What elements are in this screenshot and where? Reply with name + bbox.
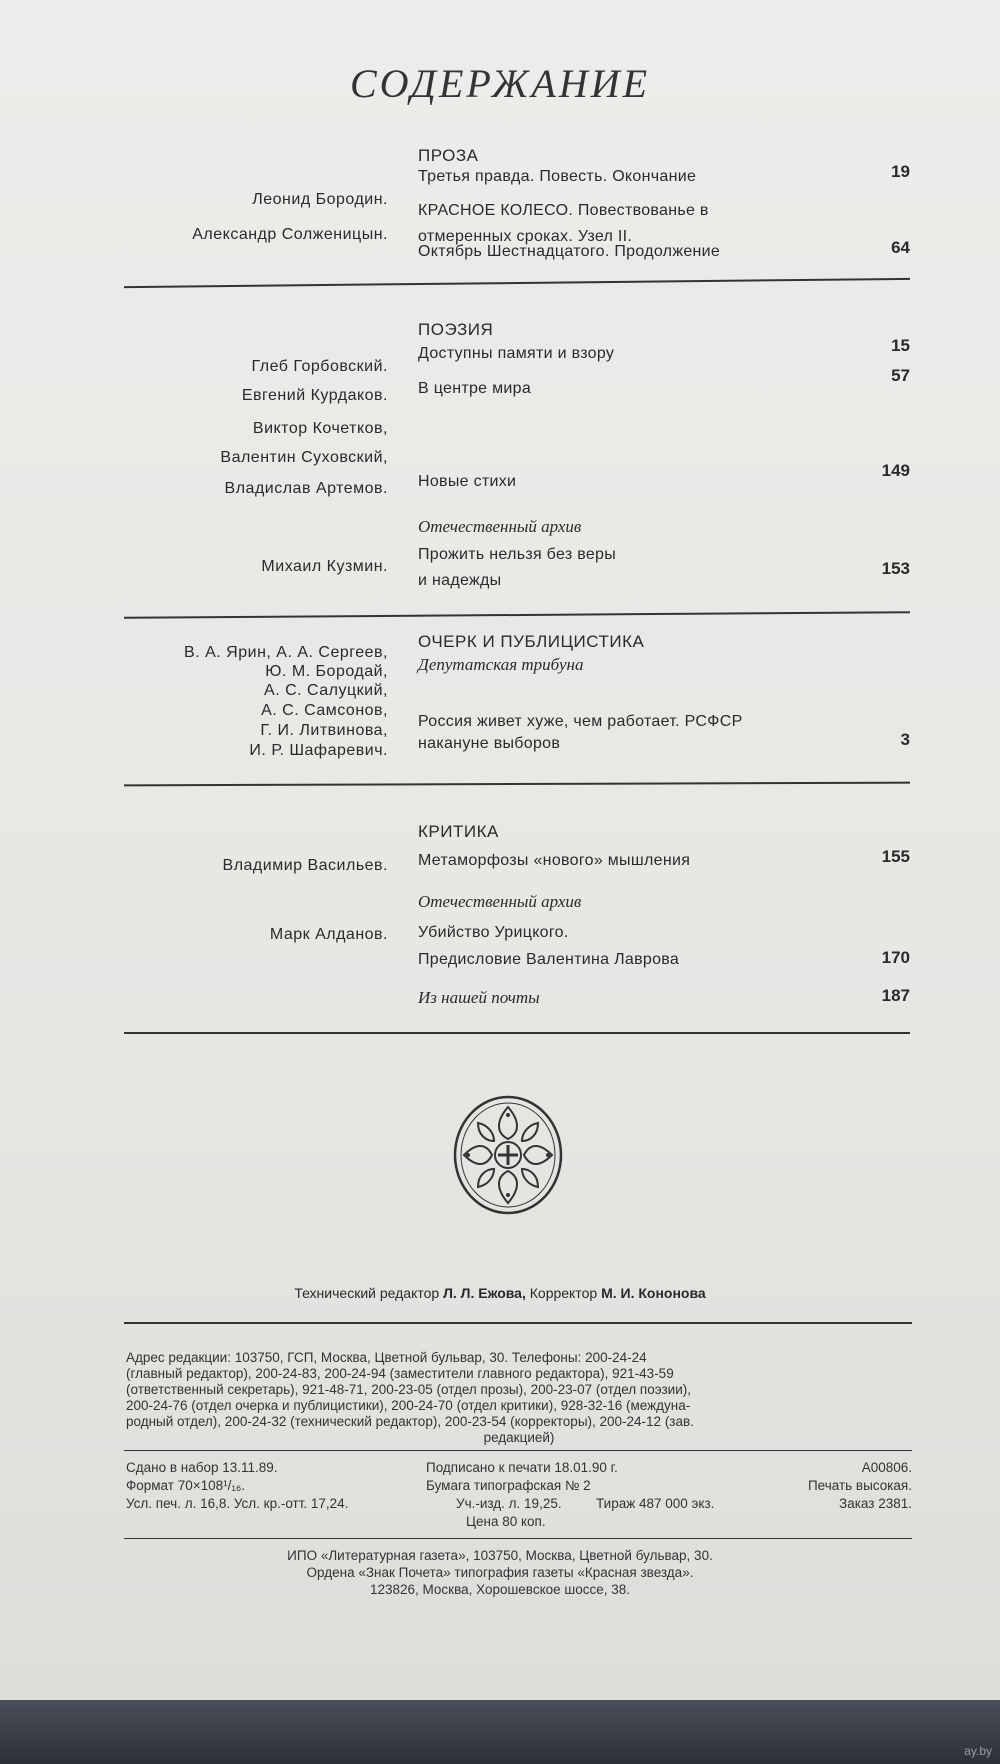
toc-author: Глеб Горбовский. <box>251 358 388 375</box>
signed-date: Подписано к печати 18.01.90 г. <box>426 1460 618 1475</box>
print-run: Тираж 487 000 экз. <box>596 1496 715 1511</box>
toc-author: В. А. Ярин, А. А. Сергеев, <box>184 644 388 661</box>
rubric-subheading: Депутатская трибуна <box>418 655 584 674</box>
printer-line: Ордена «Знак Почета» типография газеты «Красная звезда». <box>306 1565 694 1580</box>
archive-subheading: Отечественный архив <box>418 517 582 536</box>
section-heading-poeziya: ПОЭЗИЯ <box>418 320 494 339</box>
toc-author: Владимир Васильев. <box>222 857 388 874</box>
imprint-divider <box>124 1538 912 1539</box>
toc-work-title: Третья правда. Повесть. Окончание <box>418 168 697 185</box>
ornamental-emblem-icon <box>452 1093 564 1217</box>
toc-author: А. С. Самсонов, <box>261 702 388 719</box>
address-line: (ответственный секретарь), 921-48-71, 200-23-05 (отдел прозы), 200-23-07 (отдел поэзии), <box>126 1382 691 1397</box>
print-details-row <box>126 1514 912 1532</box>
section-heading-ocherk: ОЧЕРК И ПУБЛИЦИСТИКА <box>418 632 645 651</box>
archive-subheading: Отечественный архив <box>418 892 582 911</box>
toc-page-number: 15 <box>891 336 910 355</box>
toc-work-title: отмеренных сроках. Узел II. <box>418 228 633 245</box>
corrector-name: М. И. Кононова <box>601 1285 706 1301</box>
section-heading-kritika: КРИТИКА <box>418 822 499 841</box>
toc-page-number: 149 <box>881 461 910 480</box>
print-details-row <box>126 1460 912 1478</box>
mail-section-label: Из нашей почты <box>418 988 540 1007</box>
background-surface <box>0 1700 1000 1764</box>
toc-author: А. С. Салуцкий, <box>264 682 388 699</box>
page-title: СОДЕРЖАНИЕ <box>349 61 651 106</box>
tech-editor-name: Л. Л. Ежова, <box>443 1285 526 1301</box>
toc-work-title: Предисловие Валентина Лаврова <box>418 951 680 968</box>
publisher-line: ИПО «Литературная газета», 103750, Москва, Цветной бульвар, 30. <box>287 1548 713 1563</box>
address-line: 200-24-76 (отдел очерка и публицистики), 200-24-70 (отдел критики), 928-32-16 (междуна- <box>126 1398 691 1413</box>
toc-work-title: и надежды <box>418 572 502 589</box>
toc-author: Александр Солженицын. <box>192 226 388 243</box>
toc-author: Михаил Кузмин. <box>261 558 388 575</box>
toc-author: Ю. М. Бородай, <box>265 663 388 680</box>
toc-page-number: 187 <box>881 986 910 1005</box>
toc-page-number: 155 <box>881 847 910 866</box>
toc-work-title: Прожить нельзя без веры <box>418 546 617 563</box>
publishing-sheets: Уч.-изд. л. 19,25. <box>456 1496 562 1511</box>
toc-author: Валентин Суховский, <box>220 449 388 466</box>
toc-author: И. Р. Шафаревич. <box>249 742 388 759</box>
toc-author: Леонид Бородин. <box>252 191 388 208</box>
order-number: Заказ 2381. <box>839 1496 912 1511</box>
toc-author: Г. И. Литвинова, <box>260 722 388 739</box>
imprint-divider <box>124 1322 912 1324</box>
address-line: (главный редактор), 200-24-83, 200-24-94 (заместители главного редактора), 921-43-59 <box>126 1366 674 1381</box>
toc-page-number: 57 <box>891 366 910 385</box>
watermark: ay.by <box>964 1744 992 1758</box>
address-line: Адрес редакции: 103750, ГСП, Москва, Цветной бульвар, 30. Телефоны: 200-24-24 <box>126 1350 647 1365</box>
toc-author: Марк Алданов. <box>269 926 388 943</box>
editors-line <box>0 1285 1000 1301</box>
editorial-address <box>126 1350 912 1446</box>
tech-editor-label: Технический редактор <box>294 1285 440 1301</box>
section-heading-proza: ПРОЗА <box>418 146 479 165</box>
toc-author: Евгений Курдаков. <box>241 387 388 404</box>
toc-author: Владислав Артемов. <box>224 480 388 497</box>
toc-page-number: 170 <box>881 948 910 967</box>
toc-work-title: Метаморфозы «нового» мышления <box>418 852 691 869</box>
section-divider <box>124 782 910 787</box>
paper-format: Формат 70×108¹/₁₆. <box>126 1478 246 1493</box>
print-details-row <box>126 1496 912 1514</box>
section-divider <box>124 278 910 288</box>
license-code: А00806. <box>861 1460 912 1475</box>
toc-work-title: Россия живет хуже, чем работает. РСФСР <box>418 713 743 730</box>
section-divider <box>124 611 910 618</box>
toc-author: Виктор Кочетков, <box>252 420 388 437</box>
toc-work-title: накануне выборов <box>418 735 561 752</box>
printer-address-line: 123826, Москва, Хорошевское шоссе, 38. <box>369 1582 631 1597</box>
print-sheets: Усл. печ. л. 16,8. Усл. кр.-отт. 17,24. <box>126 1496 349 1511</box>
toc-work-title: Доступны памяти и взору <box>418 345 615 362</box>
toc-work-title: КРАСНОЕ КОЛЕСО. Повествованье в <box>418 202 709 219</box>
toc-work-title: Октябрь Шестнадцатого. Продолжение <box>418 243 721 260</box>
price: Цена 80 коп. <box>466 1514 546 1529</box>
typeset-date: Сдано в набор 13.11.89. <box>126 1460 278 1475</box>
toc-page-number: 3 <box>900 730 910 749</box>
toc-page-number: 19 <box>891 162 910 181</box>
toc-page-number: 64 <box>891 238 910 257</box>
toc-work-title: В центре мира <box>418 380 532 397</box>
toc-work-title: Убийство Урицкого. <box>418 924 569 941</box>
address-line: родный отдел), 200-24-32 (технический редактор), 200-23-54 (корректоры), 200-24-12 (зав. <box>126 1414 694 1429</box>
print-details-row <box>126 1478 912 1496</box>
toc-page-number: 153 <box>881 559 910 578</box>
corrector-label: Корректор <box>529 1285 598 1301</box>
address-line: редакцией) <box>483 1430 555 1445</box>
print-method: Печать высокая. <box>807 1478 912 1493</box>
paper-type: Бумага типографская № 2 <box>426 1478 591 1493</box>
imprint-divider <box>124 1450 912 1451</box>
toc-work-title: Новые стихи <box>418 473 517 490</box>
section-divider <box>124 1032 910 1034</box>
